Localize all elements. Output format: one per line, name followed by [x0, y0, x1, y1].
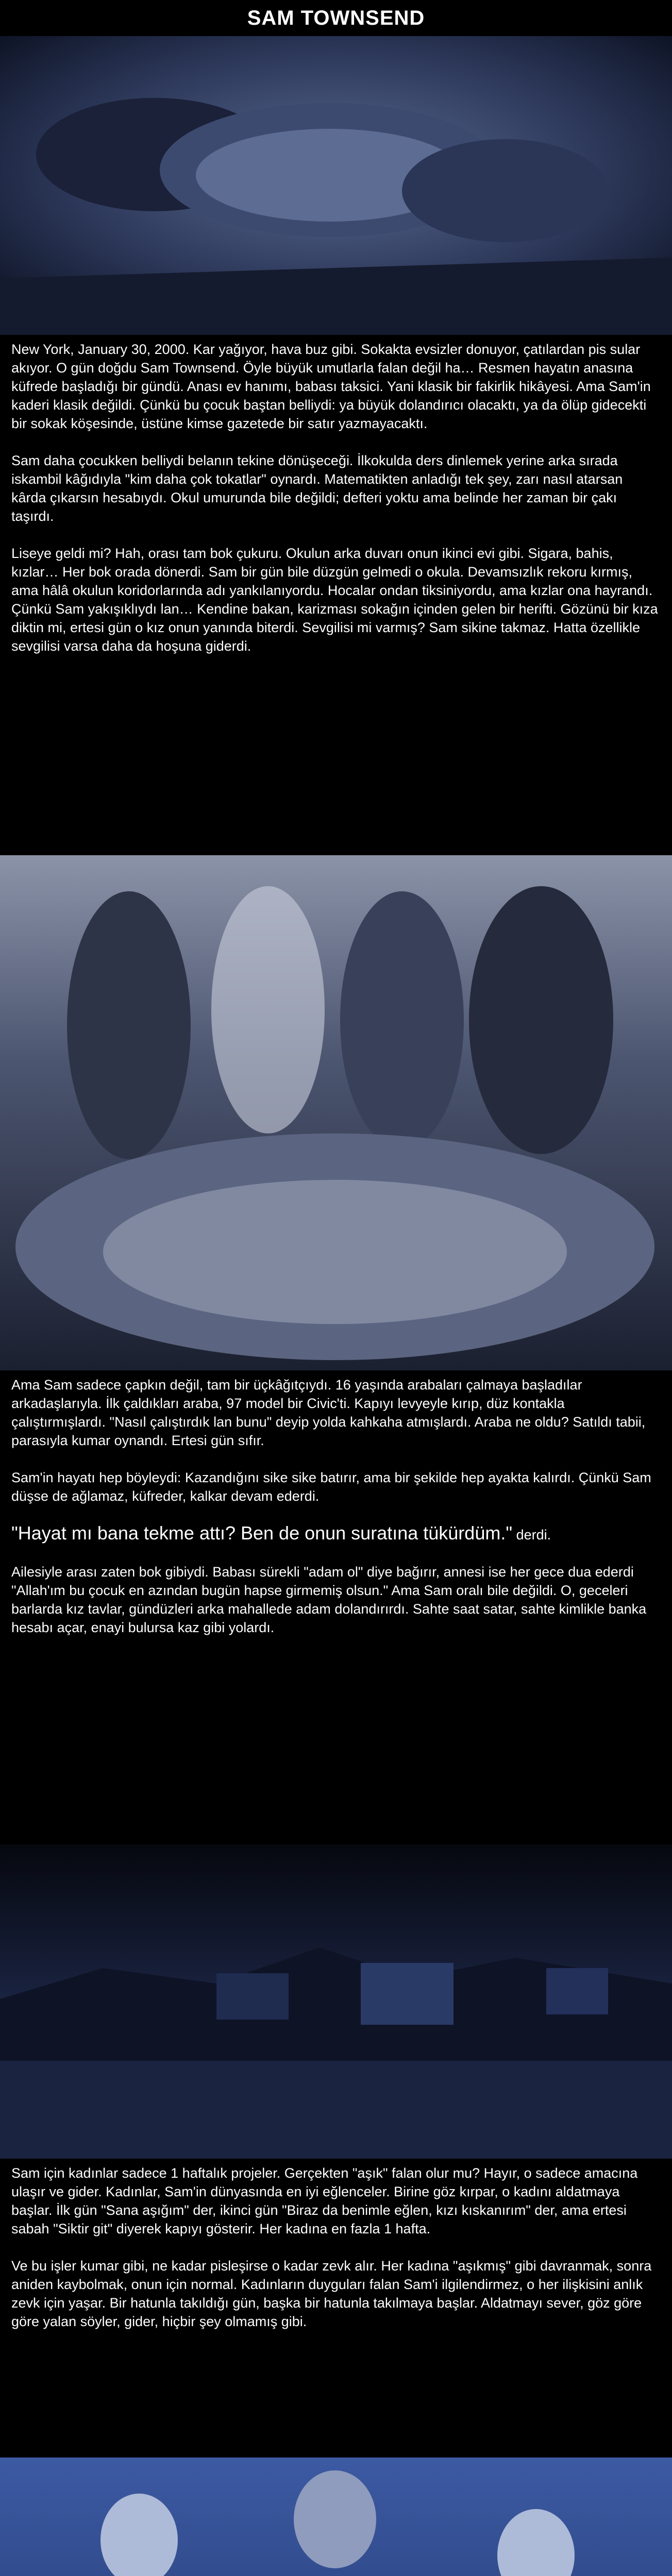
story-block-3 — [0, 2164, 672, 2452]
photo-gambling-crowd — [0, 855, 672, 1370]
photo-three-characters-art — [0, 2458, 672, 2576]
quote-text: "Hayat mı bana tekme attı? Ben de onun suratına tükürdüm." — [11, 1522, 513, 1544]
story-paragraph: Sam için kadınlar sadece 1 haftalık projeler. Gerçekten "aşık" falan olur mu? Hayır, o sadece amacına ulaşır ve gider. Kadınlar, Sam'in dünyasında en iyi eğlenceler. Birine göz kırpar, o kadını aldatmaya başlar. İlk gün "Sana aşığım" der, ikinci gün "Biraz da benimle eğlen, kızı kıskanırım" der, ama ertesi sabah "Siktir git" diyerek kapıyı gösterir. Her kadına en fazla 1 hafta. — [11, 2165, 638, 2236]
photo-three-characters — [0, 2458, 672, 2576]
page-title: SAM TOWNSEND — [247, 6, 425, 29]
story-paragraph: Ailesiyle arası zaten bok gibiydi. Babası sürekli "adam ol" diye bağırır, annesi ise her gece dua ederdi "Allah'ım bu çocuk en azından bugün hapse girmemiş olsun." Ama Sam oralı bile değildi. O, geceleri barlarda kız tavlar, gündüzleri arka mahallede adam dolandırırdı. Sahte saat satar, sahte kimlikle banka hesabı açar, enayi bulursa kaz gibi yolardı. — [11, 1564, 647, 1635]
story-paragraph: Ama Sam sadece çapkın değil, tam bir üçkâğıtçıydı. 16 yaşında arabaları çalmaya başladılar arkadaşlarıyla. İlk çaldıkları araba, 97 model bir Civic'ti. Kapıyı levyeyle kırıp, düz kontakla çalıştırmışlardı. "Nasıl çalıştırdık lan bunu" deyip yolda kahkaha atmışlardı. Araba ne oldu? Satıldı tabii, parasıyla kumar oynandı. Ertesi gün sıfır. — [11, 1377, 646, 1448]
story-paragraph: Sam daha çocukken belliydi belanın tekine dönüşeceği. İlkokulda ders dinlemek yerine arka sırada iskambil kâğıdıyla "kim daha çok tokatlar" oynardı. Matematikten anladığı tek şey, zarı nasıl atarsan kârda çıkarsın hesabıydı. Okul umurunda bile değildi; defteri yoktu ama belinde her zaman bir çakı taşırdı. — [11, 453, 623, 524]
story-paragraph: Sam'in hayatı hep böyleydi: Kazandığını sike sike batırır, ama bir şekilde hep ayakta kalırdı. Çünkü Sam düşse de ağlamaz, küfreder, kalkar devam ederdi. — [11, 1470, 651, 1504]
title-bar — [0, 0, 672, 36]
photo-lying-figure — [0, 36, 672, 335]
photo-night-street — [0, 1844, 672, 2159]
quote-line — [11, 1524, 661, 1544]
story-block-2 — [0, 1376, 672, 1839]
story-paragraph: Liseye geldi mi? Hah, orası tam bok çukuru. Okulun arka duvarı onun ikinci evi gibi. Sigara, bahis, kızlar… Her bok orada dönerdi. Sam bir gün bile düzgün gelmedi o okula. Devamsızlık rekoru kırmış, ama hâlâ okulun koridorlarında adı yankılanıyordu. Hocalar ondan tiksiniyordu, ama kızlar ona hayrandı. Çünkü Sam yakışıklıydı lan… Kendine bakan, karizması sokağın içinden gelen bir herifti. Gözünü bir kıza diktin mi, ertesi gün o kız onun yanında biterdi. Sevgilisi mi varmış? Sam sikine takmaz. Hatta özellikle sevgilisi varsa daha da hoşuna giderdi. — [11, 546, 658, 654]
photo-lying-figure-art — [0, 36, 672, 335]
story-block-1 — [0, 340, 672, 850]
story-paragraph: New York, January 30, 2000. Kar yağıyor, hava buz gibi. Sokakta evsizler donuyor, çatılardan pis sular akıyor. O gün doğdu Sam Townsend. Öyle büyük umutlarla falan değil ha… Resmen hayatın anasına küfrede başladığı bir gündü. Anası ev hanımı, babası taksici. Yani klasik bir fakirlik hikâyesi. Ama Sam'in kaderi klasik değildi. Çünkü bu çocuk baştan belliydi: ya büyük dolandırıcı olacaktı, ya da ölüp gidecekti bir sokak köşesinde, üstüne kimse gazetede bir satır yazmayacaktı. — [11, 342, 651, 431]
photo-gambling-crowd-art — [0, 855, 672, 1370]
story-paragraph: Ve bu işler kumar gibi, ne kadar pisleşirse o kadar zevk alır. Her kadına "aşıkmış" gibi davranmak, sonra aniden kaybolmak, onun için normal. Kadınların duyguları falan Sam'i ilgilendirmez, o her ilişkisini anlık zevk için yaşar. Bir hatunla takıldığı gün, başka bir hatunla takılmaya başlar. Aldatmayı sever, göz göre göre yalan söyler, gider, hiçbir şey olmamış gibi. — [11, 2258, 652, 2329]
quote-suffix: derdi. — [512, 1527, 551, 1543]
photo-night-street-art — [0, 1844, 672, 2159]
